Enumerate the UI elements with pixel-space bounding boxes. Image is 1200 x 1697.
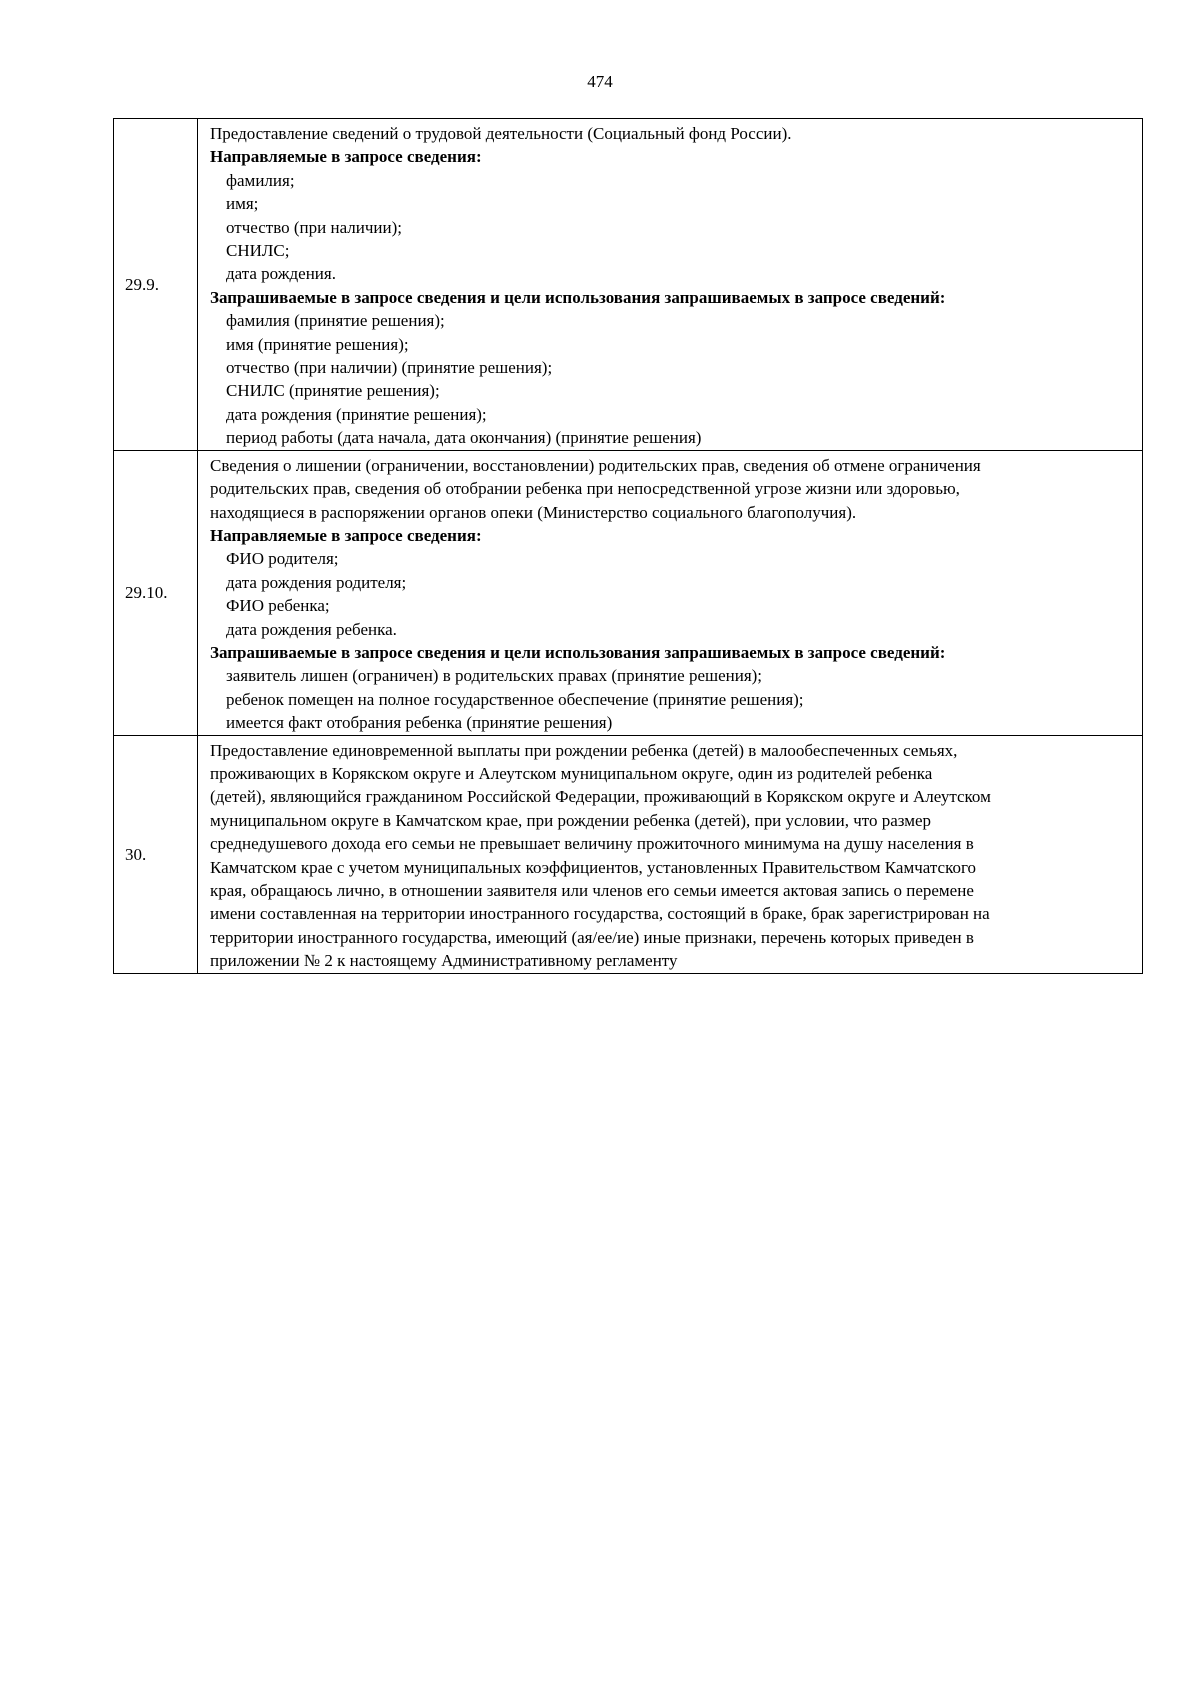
content-line-item: имя (принятие решения); [226, 334, 409, 354]
content-line-item: заявитель лишен (ограничен) в родительских правах (принятие решения); [226, 666, 763, 686]
content-line-heading: Запрашиваемые в запросе сведения и цели использования запрашиваемых в запросе сведений: [210, 642, 946, 662]
content-line-heading: Запрашиваемые в запросе сведения и цели использования запрашиваемых в запросе сведений: [210, 287, 946, 307]
content-line-item: имя; [226, 194, 259, 214]
content-line: проживающих в Корякском округе и Алеутском муниципальном округе, один из родителей ребенка [210, 763, 933, 783]
content-line-heading: Направляемые в запросе сведения: [210, 525, 482, 545]
content-line-item: ФИО родителя; [226, 549, 339, 569]
row-number: 29.9. [114, 119, 198, 451]
content-line: Сведения о лишении (ограничении, восстановлении) родительских прав, сведения об отмене ограничения [210, 455, 981, 475]
content-line: Предоставление сведений о трудовой деятельности (Социальный фонд России). [210, 124, 792, 143]
content-line: приложении № 2 к настоящему Административному регламенту [210, 951, 678, 971]
content-line-item: дата рождения (принятие решения); [226, 404, 487, 424]
content-line: имени составленная на территории иностранного государства, состоящий в браке, брак зарегистрирован на [210, 904, 990, 924]
content-line-item: дата рождения ребенка. [226, 619, 397, 639]
row-number: 30. [114, 735, 198, 973]
content-line-item: СНИЛС (принятие решения); [226, 381, 440, 401]
content-line-item: фамилия; [226, 170, 295, 190]
content-line-item: период работы (дата начала, дата окончания) (принятие решения) [226, 428, 702, 448]
content-line-item: ФИО ребенка; [226, 596, 330, 616]
table-row [114, 450, 1143, 735]
content-line-item: отчество (при наличии) (принятие решения); [226, 358, 553, 378]
content-line: территории иностранного государства, имеющий (ая/ее/ие) иные признаки, перечень которых приведен в [210, 927, 974, 947]
page-number: 474 [587, 72, 613, 91]
requirements-table [113, 118, 1143, 974]
content-line: родительских прав, сведения об отобрании ребенка при непосредственной угрозе жизни или здоровью, [210, 479, 960, 499]
content-line: края, обращаюсь лично, в отношении заявителя или членов его семьи имеется актовая запись о перемене [210, 881, 974, 900]
table-row [114, 735, 1143, 973]
content-line: муниципальном округе в Камчатском крае, при рождении ребенка (детей), при условии, что размер [210, 810, 932, 830]
content-line: (детей), являющийся гражданином Российской Федерации, проживающий в Корякском округе и Алеутском [210, 787, 991, 807]
row-content [198, 119, 1143, 451]
content-line-heading: Направляемые в запросе сведения: [210, 147, 482, 167]
row-number: 29.10. [114, 450, 198, 735]
content-line: находящиеся в распоряжении органов опеки (Министерство социального благополучия). [210, 502, 857, 522]
content-line-item: ребенок помещен на полное государственное обеспечение (принятие решения); [226, 689, 804, 709]
content-line: Предоставление единовременной выплаты при рождении ребенка (детей) в малообеспеченных семьях, [210, 740, 958, 760]
content-line-item: имеется факт отобрания ребенка (принятие решения) [226, 713, 613, 733]
row-content [198, 735, 1143, 973]
content-line-item: дата рождения родителя; [226, 572, 407, 592]
content-line: Камчатском крае с учетом муниципальных коэффициентов, установленных Правительством Камчатского [210, 857, 977, 877]
row-content [198, 450, 1143, 735]
table-body [114, 119, 1143, 974]
content-line-item: СНИЛС; [226, 241, 290, 261]
content-line: среднедушевого дохода его семьи не превышает величину прожиточного минимума на душу населения в [210, 834, 974, 854]
content-line-item: фамилия (принятие решения); [226, 311, 445, 331]
content-line-item: дата рождения. [226, 264, 336, 284]
table-row [114, 119, 1143, 451]
content-line-item: отчество (при наличии); [226, 217, 402, 237]
